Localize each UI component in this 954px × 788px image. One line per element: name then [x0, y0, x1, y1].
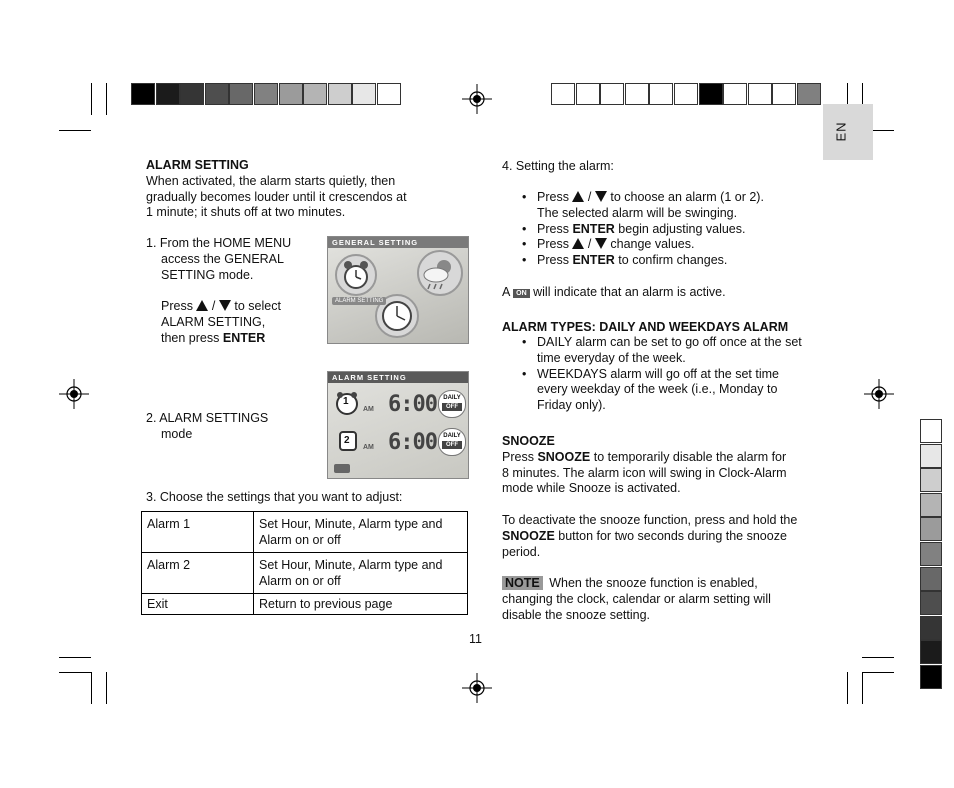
down-arrow-icon	[219, 300, 231, 311]
color-swatch	[920, 542, 942, 566]
color-swatch	[303, 83, 327, 105]
step-line: access the GENERAL	[161, 251, 284, 266]
list-item: • Press / change values.	[502, 237, 822, 253]
language-tab-label: EN	[833, 121, 849, 142]
settings-table	[141, 511, 468, 615]
list-item: • DAILY alarm can be set to go off once at the set	[502, 335, 832, 351]
up-arrow-icon	[196, 300, 208, 311]
down-arrow-icon	[595, 238, 607, 249]
language-tab	[823, 104, 873, 160]
alarm-types-list: • DAILY alarm can be set to go off once at the set time everyday of the week. • WEEKDAYS alarm will go off at the set time every weekday of the week (i.e., Monday to Friday only).	[502, 335, 832, 414]
alarm-clock-icon	[334, 253, 378, 297]
color-swatch	[920, 640, 942, 664]
note-section: NOTE When the snooze function is enabled, changing the clock, calendar or alarm setting will disable the snooze setting.	[502, 576, 771, 622]
table-cell-item: Exit	[142, 594, 254, 615]
table-cell-desc: Return to previous page	[254, 594, 468, 615]
weather-icon	[416, 249, 464, 297]
registration-mark-top-icon	[462, 84, 492, 114]
step-line: ALARM SETTING,	[161, 315, 266, 330]
table-row	[142, 553, 468, 594]
screen-title: ALARM SETTING	[328, 372, 468, 383]
setting-alarm-list	[502, 190, 822, 269]
color-swatch	[377, 83, 401, 105]
alarm-setting-screen	[327, 371, 469, 479]
intro-line: gradually becomes louder until it crescendos at	[146, 189, 407, 204]
color-swatch	[279, 83, 303, 105]
section-heading: ALARM SETTING	[146, 158, 249, 172]
color-swatch	[229, 83, 253, 105]
color-swatch	[797, 83, 821, 105]
step-line: 1. From the HOME MENU	[146, 236, 292, 250]
snooze-section	[502, 434, 832, 497]
alarm-1-badge: DAILY OFF	[438, 390, 466, 418]
table-cell-item: Alarm 2	[142, 553, 254, 594]
step-line: Press / to select	[161, 299, 281, 314]
list-item: • Press ENTER begin adjusting values.	[502, 222, 822, 238]
color-swatch	[600, 83, 624, 105]
screen-title: GENERAL SETTING	[328, 237, 468, 248]
table-cell-item: Alarm 1	[142, 512, 254, 553]
intro-line: When activated, the alarm starts quietly, then	[146, 173, 396, 188]
color-swatch	[920, 493, 942, 517]
step-4: 4. Setting the alarm:	[502, 159, 614, 173]
table-row	[142, 594, 468, 615]
step-line: 2. ALARM SETTINGS	[146, 411, 269, 425]
snooze-heading: SNOOZE	[502, 434, 555, 448]
color-swatch	[920, 665, 942, 689]
list-item: • Press ENTER to confirm changes.	[502, 253, 822, 269]
alarm-row-1	[328, 386, 468, 422]
color-swatch	[920, 468, 942, 492]
registration-mark-right-icon	[864, 379, 894, 409]
color-swatch	[920, 444, 942, 468]
color-swatch	[699, 83, 723, 105]
screen-footer-icon	[334, 464, 350, 473]
color-swatch	[674, 83, 698, 105]
alarm-types-heading: ALARM TYPES: DAILY AND WEEKDAYS ALARM	[502, 320, 789, 334]
table-cell-desc: Set Hour, Minute, Alarm type and Alarm on or off	[254, 553, 468, 594]
color-swatch	[576, 83, 600, 105]
alarm-1-number: 1	[343, 396, 349, 407]
alarm-2-badge: DAILY OFF	[438, 428, 466, 456]
alarm-1-ampm: AM	[363, 406, 374, 413]
step-2	[146, 411, 316, 443]
table-cell-desc: Set Hour, Minute, Alarm type and Alarm on or off	[254, 512, 468, 553]
color-swatch	[551, 83, 575, 105]
color-swatch	[772, 83, 796, 105]
color-swatch	[131, 83, 155, 105]
step-3: 3. Choose the settings that you want to adjust:	[146, 490, 403, 504]
color-swatch	[748, 83, 772, 105]
alarm-on-icon: ON	[513, 289, 530, 298]
color-swatch	[920, 419, 942, 443]
color-swatch	[920, 616, 942, 640]
snooze-line: Press SNOOZE to temporarily disable the alarm for	[502, 449, 787, 464]
alarm-1-time: 6:00	[388, 392, 437, 417]
up-arrow-icon	[572, 238, 584, 249]
step-line: then press ENTER	[161, 330, 266, 345]
alarm-2-ampm: AM	[363, 444, 374, 451]
color-swatch	[205, 83, 229, 105]
color-swatch	[920, 517, 942, 541]
list-continuation: The selected alarm will be swinging.	[537, 205, 738, 220]
color-swatch	[180, 83, 204, 105]
up-arrow-icon	[572, 191, 584, 202]
color-swatch	[156, 83, 180, 105]
list-item: • WEEKDAYS alarm will go off at the set time	[502, 367, 832, 383]
color-swatch	[254, 83, 278, 105]
screen-label: ALARM SETTING	[332, 297, 386, 305]
alarm-row-2	[328, 424, 468, 460]
page-number: 11	[469, 632, 482, 646]
color-swatch	[649, 83, 673, 105]
list-item: • Press / to choose an alarm (1 or 2).	[502, 190, 822, 206]
alarm-setting-section	[146, 158, 446, 221]
active-indicator-line: A ON will indicate that an alarm is active.	[502, 285, 726, 299]
snooze-line: mode while Snooze is activated.	[502, 481, 681, 496]
intro-line: 1 minute; it shuts off at two minutes.	[146, 205, 346, 220]
general-setting-screen	[327, 236, 469, 344]
deactivate-snooze-section: To deactivate the snooze function, press and hold the SNOOZE button for two seconds during the snooze period.	[502, 513, 798, 559]
step-line: mode	[161, 426, 193, 441]
color-swatch	[920, 567, 942, 591]
color-swatch	[328, 83, 352, 105]
registration-mark-left-icon	[59, 379, 89, 409]
alarm-2-number: 2	[344, 435, 350, 446]
registration-mark-bottom-icon	[462, 673, 492, 703]
table-row	[142, 512, 468, 553]
color-swatch	[920, 591, 942, 615]
color-swatch	[625, 83, 649, 105]
snooze-line: 8 minutes. The alarm icon will swing in Clock-Alarm	[502, 465, 787, 480]
down-arrow-icon	[595, 191, 607, 202]
note-badge: NOTE	[502, 576, 543, 590]
color-swatch	[352, 83, 376, 105]
step-line: SETTING mode.	[161, 267, 254, 282]
step-1	[146, 236, 324, 347]
color-swatch	[723, 83, 747, 105]
alarm-2-time: 6:00	[388, 430, 437, 455]
